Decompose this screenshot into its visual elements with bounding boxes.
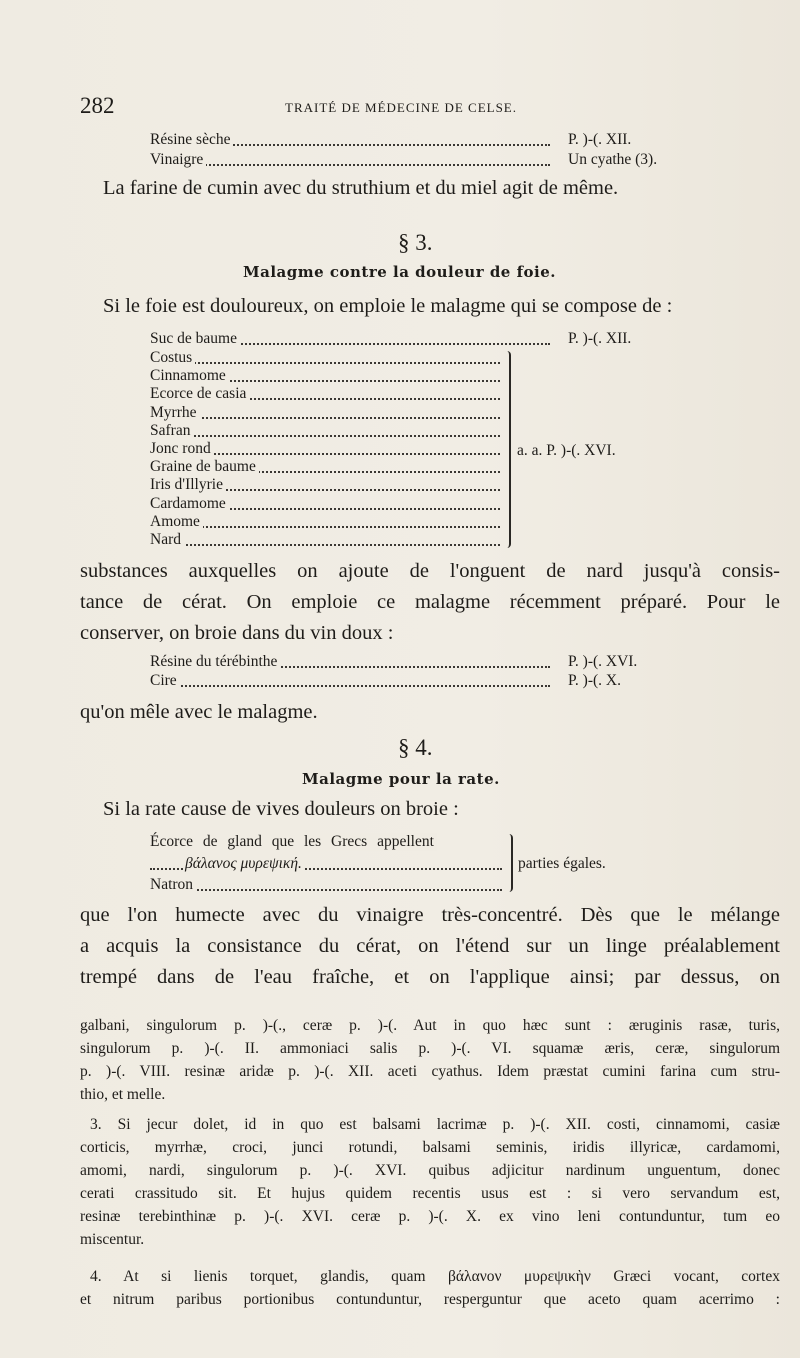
section4-paragraph-line: trempé dans de l'eau fraîche, et on l'applique ainsi; par dessus, on	[80, 966, 780, 988]
ingredient-name: Vinaigre	[150, 151, 206, 169]
section3-paragraph-line: substances auxquelles on ajoute de l'onguent de nard jusqu'à consis-	[80, 560, 780, 582]
section3-closing: qu'on mêle avec le malagme.	[80, 701, 318, 723]
note-line: p. )-(. VIII. resinæ aridæ p. )-(. XII. aceti cyathus. Idem præstat cumini farina cum stru-	[80, 1063, 780, 1080]
latin-note-3	[80, 1113, 780, 1251]
ingredient-name: Myrrhe	[150, 404, 200, 422]
recipe-row	[150, 653, 660, 671]
ingredient-name: Ecorce de casia	[150, 385, 249, 403]
list-item	[150, 404, 670, 422]
greek-term: βάλανος μυρεψική.	[185, 855, 305, 873]
ingredient-dose: Un cyathe (3).	[568, 151, 658, 168]
ingredient-name: Iris d'Illyrie	[150, 476, 226, 494]
group-dose: a. a. P. )-(. XVI.	[517, 442, 616, 459]
ingredient-name: Écorce de gland que les Grecs appellent	[150, 833, 437, 851]
note-line: singulorum p. )-(. II. ammoniaci salis p. )-(. VI. squamæ æris, ceræ, singulorum	[80, 1040, 780, 1057]
section4-intro: Si la rate cause de vives douleurs on broie :	[103, 798, 459, 820]
brace	[503, 351, 511, 548]
leader-dots	[150, 349, 500, 364]
recipe-row	[150, 876, 502, 894]
ingredient-name: Cire	[150, 672, 180, 690]
leader-dots	[150, 404, 500, 419]
section-mark-3: § 3.	[398, 230, 433, 255]
leader-dots	[150, 876, 502, 891]
leader-dots	[150, 672, 550, 687]
note-line: 4. At si lienis torquet, glandis, quam βάλανον μυρεψικὴν Græci vocant, cortex	[90, 1268, 780, 1285]
section3-paragraph-line: tance de cérat. On emploie ce malagme récemment préparé. Pour le	[80, 591, 780, 613]
leader-dots	[150, 531, 500, 546]
ingredient-name: Graine de baume	[150, 458, 259, 476]
page-header	[80, 93, 780, 123]
recipe-row	[150, 131, 660, 149]
note-line: amomi, nardi, singulorum p. )-(. XVI. quibus adjicitur nardinum unguentum, donec	[80, 1162, 780, 1179]
paragraph-cumin: La farine de cumin avec du struthium et du miel agit de même.	[103, 177, 619, 199]
ingredient-name: Nard	[150, 531, 184, 549]
ingredient-name: Suc de baume	[150, 330, 240, 348]
section-mark-4: § 4.	[398, 735, 433, 760]
list-item	[150, 458, 670, 476]
ingredient-name: Résine sèche	[150, 131, 233, 149]
list-item	[150, 476, 670, 494]
note-line: 3. Si jecur dolet, id in quo est balsami lacrimæ p. )-(. XII. costi, cinnamomi, casiæ	[90, 1116, 780, 1133]
brace	[505, 834, 513, 892]
section-title-4: Malagme pour la rate.	[302, 770, 500, 788]
section4-paragraph-line: que l'on humecte avec du vinaigre très-concentré. Dès que le mélange	[80, 904, 780, 926]
section-title-3: Malagme contre la douleur de foie.	[243, 263, 556, 281]
recipe-row	[150, 151, 660, 169]
ingredient-name: Costus	[150, 349, 195, 367]
note-line: thio, et melle.	[80, 1086, 166, 1103]
recipe-row	[150, 330, 660, 348]
list-item	[150, 495, 670, 513]
page-number: 282	[80, 93, 115, 118]
ingredient-dose: P. )-(. X.	[568, 672, 621, 689]
ingredient-name: Safran	[150, 422, 193, 440]
ingredient-name: Cinnamome	[150, 367, 229, 385]
running-title: TRAITÉ DE MÉDECINE DE CELSE.	[285, 100, 518, 115]
ingredient-name: Cardamome	[150, 495, 229, 513]
section4-paragraph-line: a acquis la consistance du cérat, on l'étend sur un linge préalablement	[80, 935, 780, 957]
group-dose: parties égales.	[518, 855, 606, 872]
note-line: galbani, singulorum p. )-(., ceræ p. )-(. Aut in quo hæc sunt : æruginis rasæ, turis,	[80, 1017, 780, 1034]
leader-dots	[150, 151, 550, 166]
ingredient-name: Amome	[150, 513, 203, 531]
section3-paragraph-line: conserver, on broie dans du vin doux :	[80, 622, 394, 644]
list-item	[150, 531, 670, 549]
note-line: resinæ terebinthinæ p. )-(. XVI. ceræ p. )-(. X. ex vino leni contunduntur, tum eo	[80, 1208, 780, 1225]
list-item	[150, 385, 670, 403]
note-line: corticis, myrrhæ, croci, junci rotundi, balsami seminis, iridis illyricæ, cardamomi,	[80, 1139, 780, 1156]
note-line: et nitrum paribus portionibus contunduntur, resperguntur que aceto quam acerrimo :	[80, 1291, 780, 1308]
ingredient-dose: P. )-(. XII.	[568, 330, 632, 347]
leader-dots	[150, 422, 500, 437]
note-line: miscentur.	[80, 1231, 145, 1248]
latin-note-4	[80, 1265, 780, 1311]
recipe-row	[150, 672, 660, 690]
list-item	[150, 367, 670, 385]
recipe-row	[150, 833, 510, 851]
ingredient-dose: P. )-(. XVI.	[568, 653, 638, 670]
ingredient-dose: P. )-(. XII.	[568, 131, 632, 148]
list-item	[150, 422, 670, 440]
section3-intro: Si le foie est douloureux, on emploie le malagme qui se compose de :	[103, 295, 673, 317]
ingredient-name: Résine du térébinthe	[150, 653, 280, 671]
note-line: cerati crassitudo sit. Et hujus quidem recentis usus est : si vero servandum est,	[80, 1185, 780, 1202]
ingredient-name: Natron	[150, 876, 196, 894]
recipe-row	[150, 855, 502, 873]
latin-note-top	[80, 1014, 780, 1106]
ingredient-name: Jonc rond	[150, 440, 214, 458]
list-item	[150, 349, 670, 367]
list-item	[150, 513, 670, 531]
